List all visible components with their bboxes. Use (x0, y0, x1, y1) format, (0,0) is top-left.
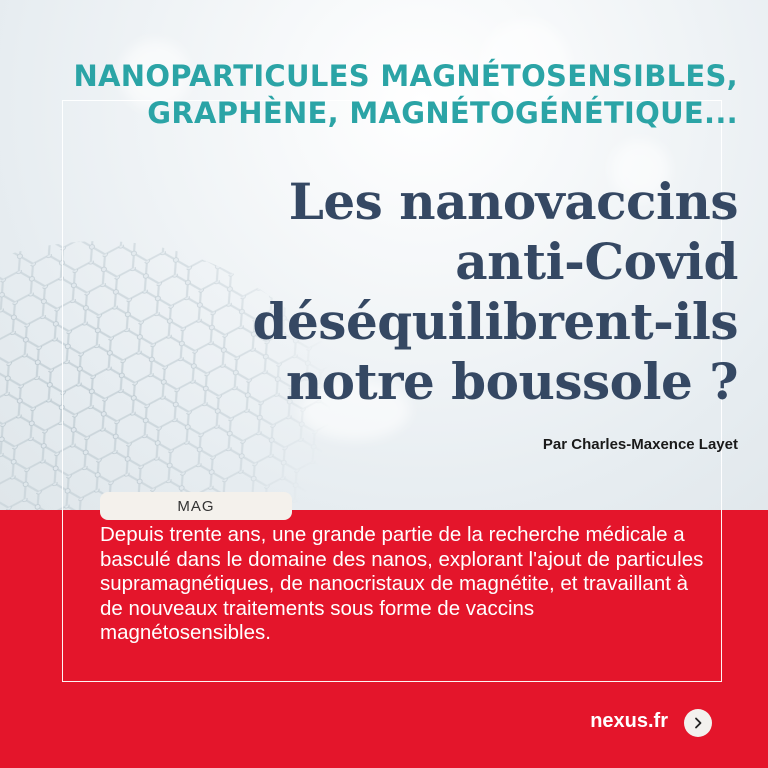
site-link[interactable]: nexus.fr (590, 710, 668, 732)
title-line-2: anti-Covid (455, 232, 738, 291)
kicker-line-1: NANOPARTICULES MAGNÉTOSENSIBLES, (73, 59, 738, 93)
intro-paragraph: Depuis trente ans, une grande partie de la recherche médicale a basculé dans le domaine des nanos, explorant l'ajout de particules supramagnétiques, de nanocristaux de magnétite, et travaillant à de nouveaux traitements sous forme de vaccins magnétosensibles. (100, 523, 704, 644)
article-title (178, 172, 738, 412)
title-line-4: notre boussole ? (285, 352, 738, 411)
kicker-line-2: GRAPHÈNE, MAGNÉTOGÉNÉTIQUE... (147, 96, 738, 130)
title-line-3: déséquilibrent-ils (252, 292, 738, 351)
kicker-heading (18, 58, 738, 132)
chevron-right-icon (691, 716, 705, 730)
section-tag: MAG (100, 492, 292, 520)
title-line-1: Les nanovaccins (288, 172, 738, 231)
author-byline: Par Charles-Maxence Layet (542, 436, 738, 453)
next-button[interactable] (684, 709, 712, 737)
